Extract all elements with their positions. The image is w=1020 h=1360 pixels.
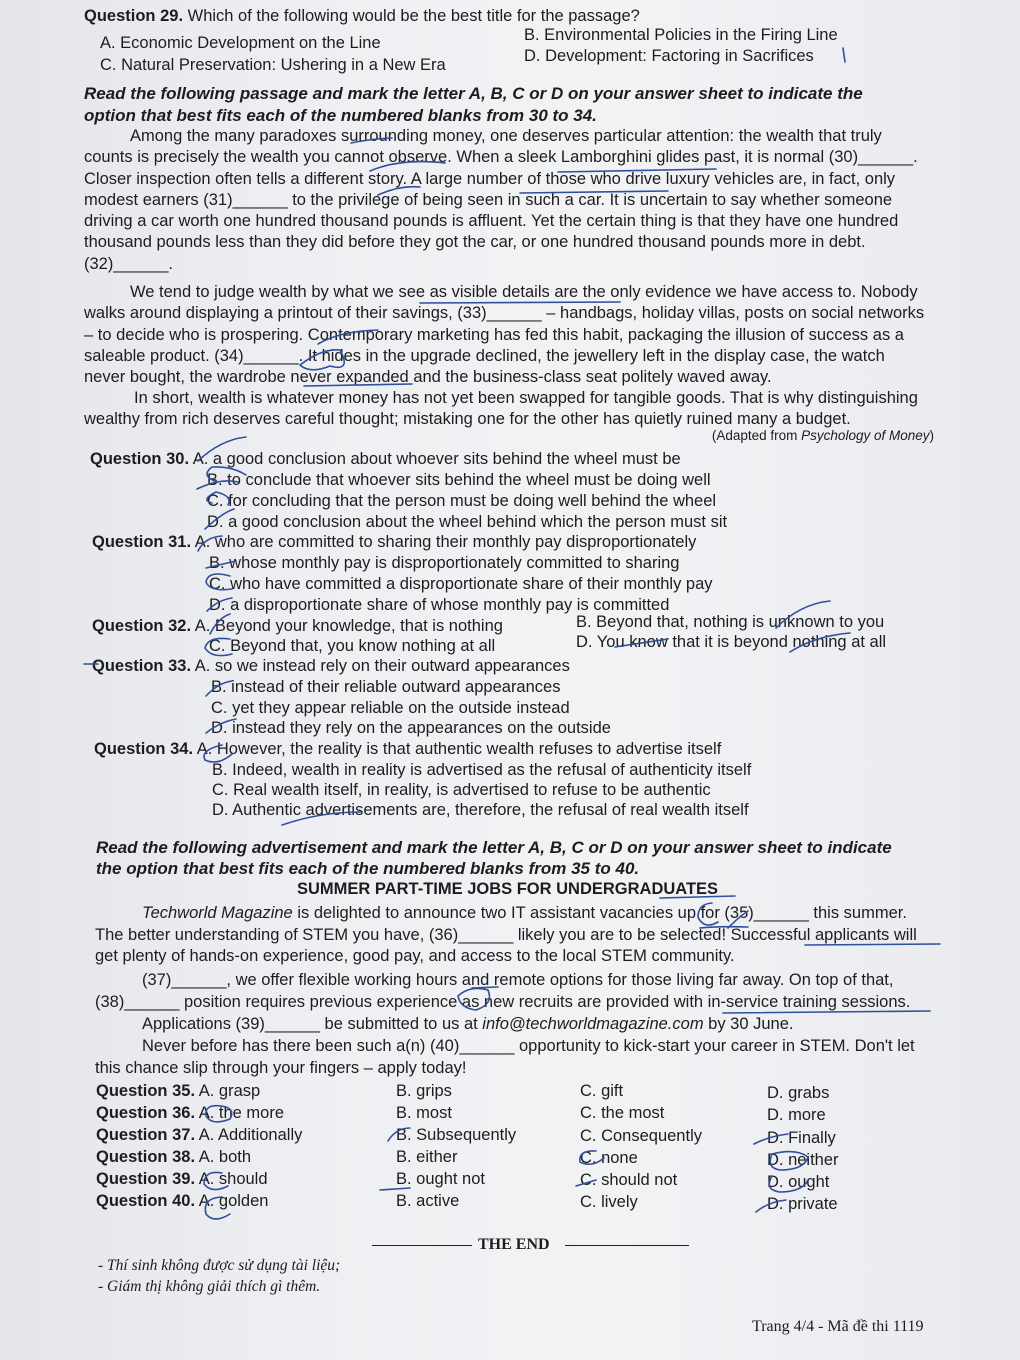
- q38-option-d: D. neither: [767, 1151, 839, 1169]
- advert-line-2: The better understanding of STEM you have, (36)______ likely you are to be selected! Successful applicants will: [95, 926, 917, 944]
- q36-option-c: C. the most: [580, 1104, 665, 1122]
- passage-source: [712, 428, 934, 443]
- q29-stem-text: Which of the following would be the best title for the passage?: [187, 7, 640, 25]
- q35-option-a: A. grasp: [198, 1082, 261, 1100]
- magazine-title: Techworld Magazine: [142, 904, 293, 922]
- advert-heading: SUMMER PART-TIME JOBS FOR UNDERGRADUATES: [297, 880, 719, 898]
- q30-option-d: D. a good conclusion about the wheel behind which the person must sit: [207, 513, 728, 531]
- q34-row-a: [94, 739, 721, 760]
- q39-option-a: A. should: [198, 1170, 268, 1188]
- end-rule-left: [372, 1245, 472, 1246]
- q33-row-a: [92, 656, 570, 677]
- passage-line: walks around displaying a printout of their savings, (33)______ – handbags, holiday villas, posts on social networks: [84, 304, 925, 323]
- passage-line: driving a car worth one hundred thousand pounds is affluent. Yet the certain thing is that they have one hundred: [84, 212, 899, 231]
- q30-option-b: B. to conclude that whoever sits behind the wheel must be doing well: [207, 471, 711, 489]
- q36-label: Question 36.: [96, 1104, 196, 1122]
- contact-email: info@techworldmagazine.com: [482, 1015, 704, 1033]
- passage-line: Closer inspection often tells a different story. A large number of those who drive luxury vehicles are, in fact, only: [84, 169, 896, 188]
- q31-option-a: A. who are committed to sharing their monthly pay disproportionately: [194, 533, 697, 551]
- q29-option-c: C. Natural Preservation: Ushering in a New Era: [100, 56, 446, 74]
- q40-row: [96, 1191, 268, 1212]
- footer-note-2: - Giám thị không giải thích gì thêm.: [98, 1278, 321, 1295]
- q36-option-a: A. the more: [198, 1104, 285, 1122]
- q34-option-a: A. However, the reality is that authentic wealth refuses to advertise itself: [196, 740, 722, 758]
- passage-line: (32)______.: [84, 254, 173, 273]
- q29-option-d: D. Development: Factoring in Sacrifices: [524, 47, 814, 65]
- passage-line: thousand pounds less than they did before they got the car, or one hundred thousand pounds more in debt.: [84, 233, 866, 252]
- q38-row: [96, 1147, 251, 1168]
- q39-label: Question 39.: [96, 1170, 196, 1188]
- q39-option-d: D. ought: [767, 1173, 830, 1191]
- passage-line: modest earners (31)______ to the privilege of being seen in such a car. It is uncertain to say whether someone: [84, 190, 893, 209]
- advert-line-6: [142, 1014, 793, 1035]
- q30-label: Question 30.: [90, 450, 190, 468]
- q38-label: Question 38.: [96, 1148, 196, 1166]
- q39-option-b: B. ought not: [396, 1170, 485, 1188]
- q40-option-b: B. active: [396, 1192, 460, 1210]
- advert-line-5: (38)______ position requires previous experience as new recruits are provided with in-service training sessions.: [95, 993, 911, 1011]
- q29-option-b: B. Environmental Policies in the Firing Line: [524, 26, 838, 44]
- q32-label: Question 32.: [92, 617, 192, 635]
- q36-row: [96, 1103, 284, 1124]
- footer-note-1: - Thí sinh không được sử dụng tài liệu;: [98, 1257, 341, 1274]
- q33-option-b: B. instead of their reliable outward appearances: [211, 678, 561, 696]
- q33-option-c: C. yet they appear reliable on the outside instead: [211, 699, 570, 717]
- q30-row-a: [90, 449, 681, 470]
- section1-instruction-line1: Read the following passage and mark the letter A, B, C or D on your answer sheet to indicate the: [84, 84, 863, 103]
- q34-option-c: C. Real wealth itself, in reality, is advertised to refuse to be authentic: [212, 781, 711, 799]
- passage-line: counts is precisely the wealth you cannot observe. When a sleek Lamborghini glides past, it is normal (30)______.: [84, 148, 918, 167]
- q31-row-a: [92, 532, 696, 553]
- advert-line-7: Never before has there been such a(n) (40)______ opportunity to kick-start your career in STEM. Don't let: [142, 1037, 915, 1055]
- q40-option-a: A. golden: [198, 1192, 269, 1210]
- advert-line-1-text: is delighted to announce two IT assistant vacancies up for (35)______ this summer.: [292, 904, 907, 922]
- pen-tick-mark: [843, 48, 845, 62]
- advert-line-1: [142, 903, 907, 924]
- q32-option-d: D. You know that it is beyond nothing at all: [576, 633, 887, 651]
- q37-option-d: D. Finally: [767, 1129, 836, 1147]
- q29-label: Question 29.: [84, 7, 184, 25]
- passage-paragraph-3: [84, 388, 938, 431]
- passage-line: never bought, the wardrobe never expanded and the business-class seat politely waved away.: [84, 368, 772, 387]
- q40-option-c: C. lively: [580, 1193, 638, 1211]
- q29-stem: [84, 6, 640, 27]
- advert-line-6-post: by 30 June.: [703, 1015, 794, 1033]
- q32-option-c: C. Beyond that, you know nothing at all: [209, 637, 496, 655]
- source-prefix: (Adapted from: [711, 428, 802, 443]
- q34-label: Question 34.: [94, 740, 194, 758]
- q33-option-d: D. instead they rely on the appearances on the outside: [211, 719, 611, 737]
- q35-option-b: B. grips: [396, 1082, 452, 1100]
- q33-label: Question 33.: [92, 657, 192, 675]
- q32-option-a: A. Beyond your knowledge, that is nothing: [194, 617, 503, 635]
- source-title: Psychology of Money: [801, 428, 930, 443]
- section2-instruction-line1: Read the following advertisement and mark the letter A, B, C or D on your answer sheet to indicate: [96, 838, 892, 857]
- q33-option-a: A. so we instead rely on their outward appearances: [194, 657, 570, 675]
- q34-option-b: B. Indeed, wealth in reality is advertised as the refusal of authenticity itself: [212, 761, 752, 779]
- q37-label: Question 37.: [96, 1126, 196, 1144]
- q29-option-a: A. Economic Development on the Line: [100, 34, 381, 52]
- q31-label: Question 31.: [92, 533, 192, 551]
- section1-instruction-line2: option that best fits each of the numbered blanks from 30 to 34.: [84, 106, 597, 125]
- q31-option-d: D. a disproportionate share of whose monthly pay is committed: [209, 596, 670, 614]
- q36-option-b: B. most: [396, 1104, 452, 1122]
- q34-option-d: D. Authentic advertisements are, therefore, the refusal of real wealth itself: [212, 801, 749, 819]
- q31-option-c: C. who have committed a disproportionate share of their monthly pay: [209, 575, 713, 593]
- q35-label: Question 35.: [96, 1082, 196, 1100]
- q35-option-c: C. gift: [580, 1082, 624, 1100]
- q30-option-a: A. a good conclusion about whoever sits behind the wheel must be: [192, 450, 681, 468]
- q40-label: Question 40.: [96, 1192, 196, 1210]
- passage-paragraph-1: [84, 126, 938, 275]
- advert-line-6-pre: Applications (39)______ be submitted to us at: [142, 1015, 483, 1033]
- q32-option-b: B. Beyond that, nothing is unknown to you: [576, 613, 885, 631]
- q39-row: [96, 1169, 268, 1190]
- advert-line-8: this chance slip through your fingers – apply today!: [95, 1059, 467, 1077]
- q38-option-c: C. none: [580, 1149, 638, 1167]
- advert-line-3: get plenty of hands-on experience, good pay, and access to the local STEM community.: [95, 947, 735, 965]
- passage-line: saleable product. (34)______. It hides in the upgrade declined, the jewellery left in the display case, the watch: [84, 346, 885, 365]
- q38-option-b: B. either: [396, 1148, 458, 1166]
- section2-instruction-line2: the option that best fits each of the numbered blanks from 35 to 40.: [96, 859, 640, 878]
- advert-line-4: (37)______, we offer flexible working hours and remote options for those living far away. On top of that,: [142, 971, 894, 989]
- q35-option-d: D. grabs: [767, 1084, 830, 1102]
- end-marker: THE END: [478, 1236, 550, 1253]
- end-rule-right: [565, 1245, 689, 1246]
- q37-option-c: C. Consequently: [580, 1127, 702, 1145]
- q38-option-a: A. both: [198, 1148, 252, 1166]
- q37-option-a: A. Additionally: [198, 1126, 303, 1144]
- q31-option-b: B. whose monthly pay is disproportionately committed to sharing: [209, 554, 680, 572]
- q39-option-c: C. should not: [580, 1171, 678, 1189]
- q37-row: [96, 1125, 302, 1146]
- page-number: Trang 4/4 - Mã đề thi 1119: [752, 1318, 924, 1335]
- passage-line: Among the many paradoxes surrounding money, one deserves particular attention: the wealth that truly: [130, 127, 882, 145]
- q36-option-d: D. more: [767, 1106, 826, 1124]
- passage-paragraph-2: [84, 282, 938, 388]
- q30-option-c: C. for concluding that the person must be doing well behind the wheel: [207, 492, 717, 510]
- q37-option-b: B. Subsequently: [396, 1126, 517, 1144]
- q35-row: [96, 1081, 260, 1102]
- passage-line: – to decide who is prospering. Contemporary marketing has fed this habit, packaging the illusion of success as a: [84, 325, 904, 344]
- passage-line: In short, wealth is whatever money has not yet been swapped for tangible goods. That is why distinguishing: [134, 389, 918, 407]
- q32-row-a: [92, 616, 503, 637]
- passage-line: wealthy from rich deserves careful thought; mistaking one for the other has quietly ruined many a budget.: [84, 410, 851, 429]
- q40-option-d: D. private: [767, 1195, 838, 1213]
- source-suffix: ): [929, 428, 934, 443]
- passage-line: We tend to judge wealth by what we see as visible details are the only evidence we have access to. Nobody: [130, 283, 918, 301]
